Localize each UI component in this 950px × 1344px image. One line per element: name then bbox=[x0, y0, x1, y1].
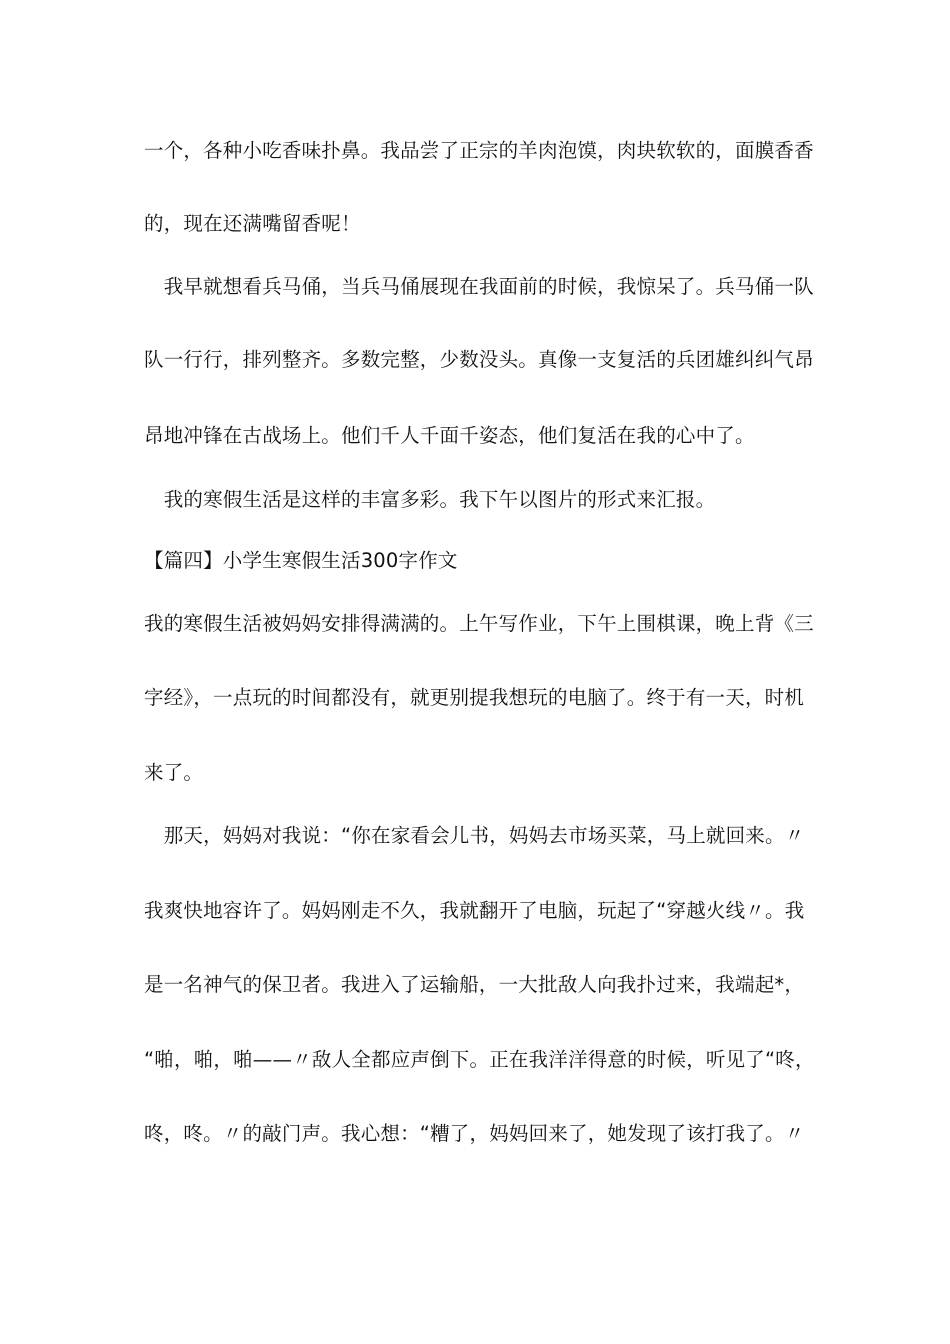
text-line: 我的寒假生活是这样的丰富多彩。我下午以图片的形式来汇报。 bbox=[144, 488, 716, 511]
text-line: 是一名神气的保卫者。我进入了运输船，一大批敌人向我扑过来，我端起*， bbox=[144, 973, 805, 996]
text-line: 来了。 bbox=[144, 761, 204, 784]
text-line: 字经》，一点玩的时间都没有，就更别提我想玩的电脑了。终于有一天，时机 bbox=[144, 686, 805, 709]
text-line: 昂地冲锋在古战场上。他们千人千面千姿态，他们复活在我的心中了。 bbox=[144, 424, 755, 447]
text-line: 我爽快地容许了。妈妈刚走不久，我就翻开了电脑，玩起了“穿越火线〃。我 bbox=[144, 899, 805, 922]
text-line: 那天，妈妈对我说：“你在家看会儿书，妈妈去市场买菜，马上就回来。〃 bbox=[144, 824, 805, 847]
text-line: 的，现在还满嘴留香呢！ bbox=[144, 212, 361, 235]
text-line: 我的寒假生活被妈妈安排得满满的。上午写作业，下午上围棋课，晚上背《三 bbox=[144, 612, 814, 635]
section-heading: 【篇四】小学生寒假生活300字作文 bbox=[144, 549, 458, 572]
text-line: “啪，啪，啪——〃敌人全都应声倒下。正在我洋洋得意的时候，听见了“咚， bbox=[144, 1048, 815, 1071]
text-line: 咚，咚。〃的敲门声。我心想：“糟了，妈妈回来了，她发现了该打我了。〃 bbox=[144, 1122, 805, 1145]
text-line: 一个，各种小吃香味扑鼻。我品尝了正宗的羊肉泡馍，肉块软软的，面膜香香 bbox=[144, 139, 814, 162]
text-line: 队一行行，排列整齐。多数完整，少数没头。真像一支复活的兵团雄纠纠气昂 bbox=[144, 348, 814, 371]
text-line: 我早就想看兵马俑，当兵马俑展现在我面前的时候，我惊呆了。兵马俑一队 bbox=[144, 275, 814, 298]
